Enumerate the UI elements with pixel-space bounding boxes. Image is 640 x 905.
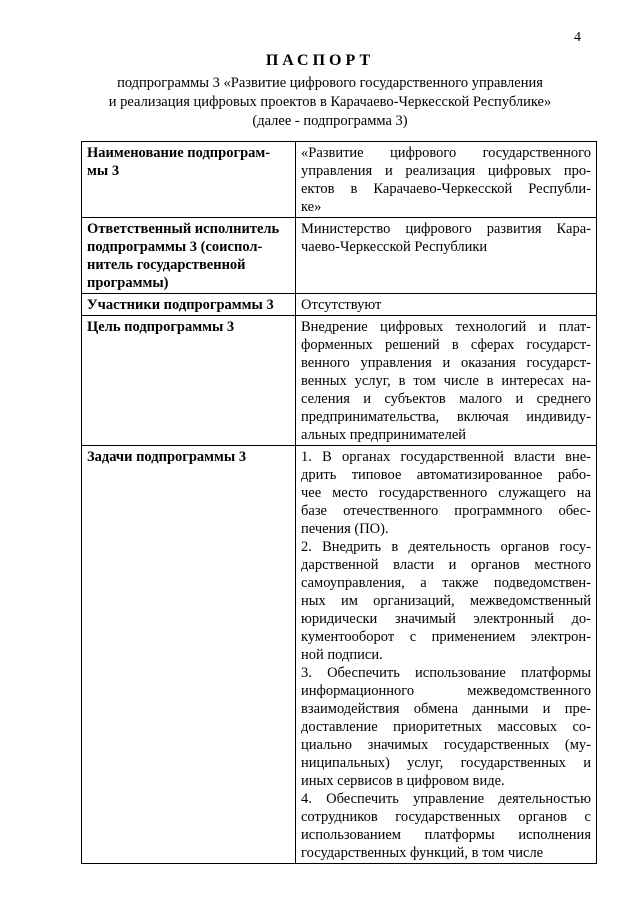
value-line: дарственной власти и органов местного xyxy=(301,557,591,573)
value-line: 3. Обеспечить использование платформы xyxy=(301,665,591,681)
value-line: ектов в Карачаево-Черкесской Республи- xyxy=(301,181,591,197)
value-line: чее место государственного служащего на xyxy=(301,485,591,501)
value-line: Внедрение цифровых технологий и плат- xyxy=(301,319,591,335)
value-line: государственных функций, в том числе xyxy=(301,845,544,861)
row-value xyxy=(296,218,597,294)
value-line: венных услуг, в том числе в интересах на- xyxy=(301,373,591,389)
row-value xyxy=(296,446,597,864)
label-line: программы) xyxy=(87,275,169,291)
row-participants xyxy=(82,294,597,316)
subtitle-line: подпрограммы 3 «Развитие цифрового государственного управления xyxy=(117,75,543,91)
value-line: Министерство цифрового развития Кара- xyxy=(301,221,591,237)
value-line: информационного межведомственного xyxy=(301,683,591,699)
label-line: нитель государственной xyxy=(87,257,246,273)
value-line: взаимодействия обмена данными и пре- xyxy=(301,701,591,717)
value-line: кументооборот с применением электрон- xyxy=(301,629,591,645)
value-line: форменных решений в сферах государст- xyxy=(301,337,591,353)
value-line: чаево-Черкесской Республики xyxy=(301,239,488,255)
subtitle-line: (далее - подпрограмма 3) xyxy=(252,113,408,129)
value-line: селения и субъектов малого и среднего xyxy=(301,391,591,407)
passport-table xyxy=(81,141,597,864)
value-line: венного управления и оказания государст- xyxy=(301,355,591,371)
row-label xyxy=(82,446,296,864)
value-line: использованием платформы исполнения xyxy=(301,827,591,843)
value-line: ке» xyxy=(301,199,322,215)
value-line: печения (ПО). xyxy=(301,521,389,537)
document-subtitle xyxy=(80,74,580,131)
row-tasks xyxy=(82,446,597,864)
label-line: подпрограммы 3 (соиспол- xyxy=(87,239,263,255)
row-label xyxy=(82,294,296,316)
row-value xyxy=(296,294,597,316)
value-line: юридически значимый электронный до- xyxy=(301,611,591,627)
value-line: иных сервисов в цифровом виде. xyxy=(301,773,505,789)
value-line: «Развитие цифрового государственного xyxy=(301,145,591,161)
value-line: самоуправления, а также подведомствен- xyxy=(301,575,591,591)
row-label xyxy=(82,142,296,218)
row-value xyxy=(296,316,597,446)
label-line: Участники подпрограммы 3 xyxy=(87,297,274,313)
value-line: базе отечественного программного обес- xyxy=(301,503,591,519)
value-line: 2. Внедрить в деятельность органов госу- xyxy=(301,539,591,555)
value-line: циально значимых государственных (му- xyxy=(301,737,591,753)
row-label xyxy=(82,316,296,446)
value-line: управления и реализация цифровых про- xyxy=(301,163,591,179)
row-value xyxy=(296,142,597,218)
value-line: 1. В органах государственной власти вне- xyxy=(301,449,591,465)
label-line: Задачи подпрограммы 3 xyxy=(87,449,247,465)
label-line: Ответственный исполнитель xyxy=(87,221,280,237)
subtitle-line: и реализация цифровых проектов в Карачаево-Черкесской Республике» xyxy=(108,94,552,110)
page-number: 4 xyxy=(574,30,581,45)
value-line: ниципальных) услуг, государственных и xyxy=(301,755,591,771)
value-line: доставление приоритетных массовых со- xyxy=(301,719,591,735)
value-line: предпринимательства, включая индивиду- xyxy=(301,409,591,425)
label-line: Наименование подпрограм- xyxy=(87,145,271,161)
value-line: сотрудников государственных органов с xyxy=(301,809,591,825)
value-line: дрить типовое автоматизированное рабо- xyxy=(301,467,591,483)
row-goal xyxy=(82,316,597,446)
row-name xyxy=(82,142,597,218)
value-line: 4. Обеспечить управление деятельностью xyxy=(301,791,591,807)
row-executor xyxy=(82,218,597,294)
document-title: ПАСПОРТ xyxy=(265,52,375,69)
value-line: альных предпринимателей xyxy=(301,427,467,443)
value-line: ной подписи. xyxy=(301,647,383,663)
label-line: Цель подпрограммы 3 xyxy=(87,319,235,335)
value-line: ных им организаций, межведомственный xyxy=(301,593,591,609)
row-label xyxy=(82,218,296,294)
value-line: Отсутствуют xyxy=(301,297,382,313)
label-line: мы 3 xyxy=(87,163,120,179)
